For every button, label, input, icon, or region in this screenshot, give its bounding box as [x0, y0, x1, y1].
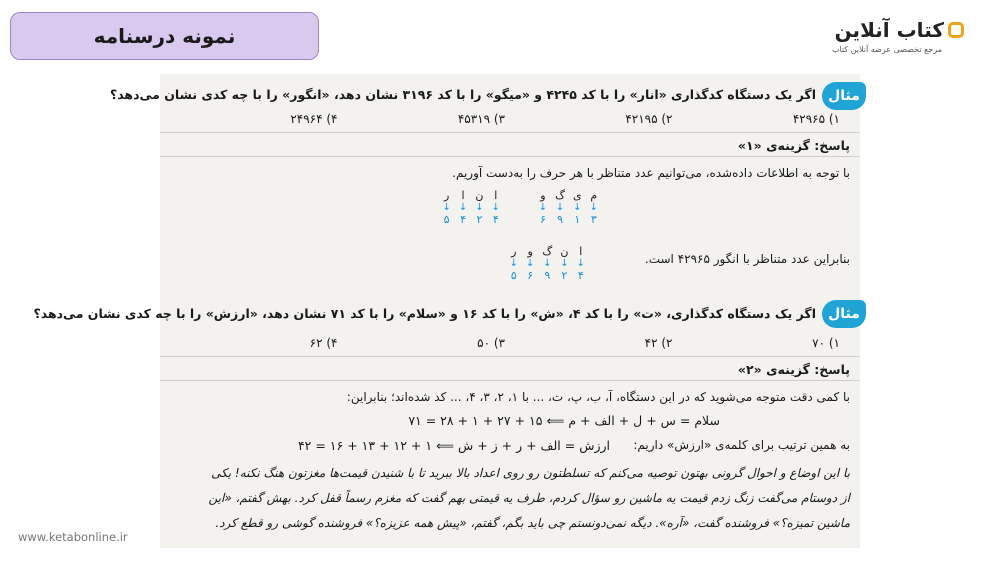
conclusion-1: بنابراین عدد متناظر با انگور ۴۲۹۶۵ است.: [644, 252, 850, 266]
story-line: با این اوضاع و احوال گرونی بهتون توصیه می‌کنم که تسلطتون رو روی اعداد بالا ببرید تا با شنیدن قیمت‌ها مغزتون هنگ نکنه! یکی: [211, 466, 850, 480]
option: ۱) ۷۰: [812, 336, 840, 350]
options-2: [170, 336, 840, 350]
divider: [160, 380, 860, 381]
example-badge: مثال: [822, 82, 866, 110]
letter-map-angoor: ا ↓ ۴ ن ↓ ۲ گ ↓ ۹ و ↓ ۶ ر ↓ ۵: [509, 245, 585, 282]
option: ۱) ۴۲۹۶۵: [792, 112, 840, 126]
title-pill: [10, 12, 319, 60]
equation-label: به همین ترتیب برای کلمه‌ی «ارزش» داریم:: [633, 438, 850, 452]
option: ۲) ۴۲۱۹۵: [625, 112, 673, 126]
explanation-2: با کمی دقت متوجه می‌شوید که در این دستگاه، آ، ب، پ، ت، ... با ۱، ۲، ۳، ۴، ... کد شده‌اند؛ بنابراین:: [346, 390, 850, 404]
divider: [160, 356, 860, 357]
question-2: اگر یک دستگاه کدگذاری، «ت» را با کد ۴، «ش» را با کد ۱۶ و «سلام» را با کد ۷۱ نشان دهد، «ارزش» را با چه کدی نشان می‌دهد؟: [33, 306, 816, 321]
divider: [160, 156, 860, 157]
option: ۳) ۴۵۳۱۹: [457, 112, 505, 126]
letter-map-anar: ا ↓ ۴ ن ↓ ۲ ا ↓ ۴ ر ↓ ۵: [442, 189, 500, 226]
logo: [814, 18, 964, 60]
story-line: از دوستام می‌گفت زنگ زدم قیمت یه ماشین رو سؤال کردم، طرف یه قیمتی بهم گفت که مغزم رسماً قفل کرد. بهش گفتم، «این: [208, 491, 850, 505]
options-1: [170, 112, 840, 126]
option: ۲) ۴۲: [644, 336, 673, 350]
option: ۳) ۵۰: [477, 336, 505, 350]
answer-1: پاسخ: گزینه‌ی «۱»: [737, 138, 850, 153]
equation-arzesh: ارزش = الف + ر + ز + ش ⟸ ۱ + ۱۲ + ۱۳ + ۱۶ = ۴۲: [297, 438, 610, 453]
logo-subtitle: مرجع تخصصی عرضه آنلاین کتاب: [831, 45, 942, 54]
divider: [160, 132, 860, 133]
option: ۴) ۶۲: [309, 336, 338, 350]
question-1: اگر یک دستگاه کدگذاری «انار» را با کد ۴۲۴۵ و «میگو» را با کد ۳۱۹۶ نشان دهد، «انگور» را با چه کدی نشان می‌دهد؟: [109, 87, 816, 102]
logo-mark-icon: [948, 22, 964, 38]
equation-salam: سلام = س + ل + الف + م ⟸ ۱۵ + ۲۷ + ۱ + ۲۸ = ۷۱: [408, 413, 720, 428]
page-title: نمونه درسنامه: [93, 24, 236, 48]
option: ۴) ۲۴۹۶۴: [290, 112, 338, 126]
logo-name: کتاب آنلاین: [834, 18, 944, 42]
letter-map-migo: م ↓ ۳ ی ↓ ۱ گ ↓ ۹ و ↓ ۶: [538, 189, 598, 226]
story-line: ماشین تمیزه؟» فروشنده گفت، «آره». دیگه نمی‌دونستم چی باید بگم، گفتم، «پیش همه عزیزه؟» فروشنده گوشی رو قطع کرد.: [215, 516, 850, 530]
website-url[interactable]: www.ketabonline.ir: [18, 530, 128, 544]
explanation-1: با توجه به اطلاعات داده‌شده، می‌توانیم عدد متناظر با هر حرف را به‌دست آوریم.: [452, 166, 850, 180]
example-badge: مثال: [822, 300, 866, 328]
answer-2: پاسخ: گزینه‌ی «۲»: [737, 362, 850, 377]
